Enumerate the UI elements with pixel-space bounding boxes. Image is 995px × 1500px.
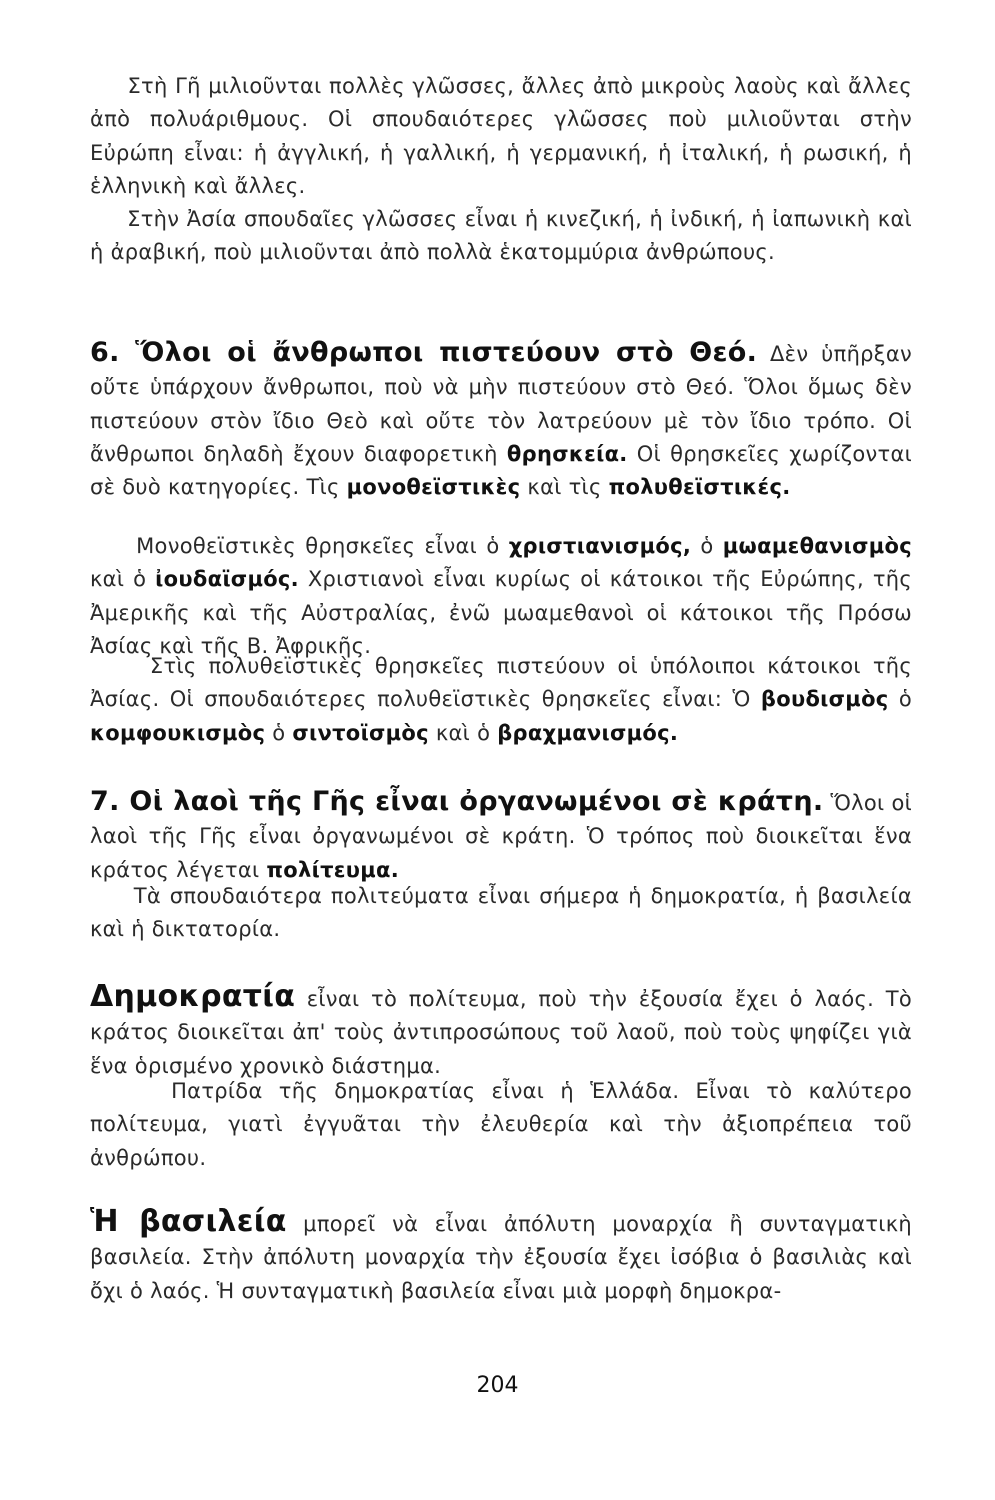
text-run: Δὲν ὑπῆρξαν οὔτε ὑπάρχουν ἄνθρωποι, ποὺ νὰ μὴν πιστεύουν στὸ Θεό. Ὅλοι ὅμως δὲν πιστεύουν στὸν ἴδιο Θεὸ καὶ οὔτε τὸν λατρεύουν μὲ τὸν ἴδιο τρόπο. Οἱ ἄνθρωποι δηλαδὴ ἔχουν διαφορετικὴ xyxy=(90,342,912,466)
paragraph-monotheistic xyxy=(90,530,912,663)
text-run: Οἱ θρησκεῖες χωρίζονται σὲ δυὸ κατηγορίες. Τὶς xyxy=(90,441,913,500)
bold-term: κομφουκισμὸς xyxy=(90,720,266,745)
bold-term: πολίτευμα. xyxy=(266,857,400,882)
paragraph-monarchy xyxy=(90,1205,912,1308)
bold-term: μονοθεϊστικὲς xyxy=(346,475,521,500)
section-heading: 6. Ὅλοι οἱ ἄνθρωποι πιστεύουν στὸ Θεό. xyxy=(90,337,758,368)
text-run: ὁ xyxy=(265,720,293,745)
section-6-religion xyxy=(90,336,912,504)
text-run: Μονοθεϊστικὲς θρησκεῖες εἶναι ὁ xyxy=(90,534,509,558)
paragraph-languages-asia xyxy=(90,203,912,270)
page-number: 204 xyxy=(476,1373,519,1398)
text-run: Στὴν Ἀσία σπουδαῖες γλῶσσες εἶναι ἡ κινεζική, ἡ ἰνδική, ἡ ἰαπωνικὴ καὶ ἡ ἀραβική, ποὺ μιλιοῦνται ἀπὸ πολλὰ ἑκατομμύρια ἀνθρώπους. xyxy=(90,207,912,265)
bold-term: ἰουδαϊσμός. xyxy=(155,567,299,592)
text-run: ὁ xyxy=(691,534,723,558)
bold-term: χριστιανισμός, xyxy=(508,534,692,558)
bold-term: βραχμανισμός. xyxy=(497,720,679,745)
bold-term: θρησκεία. xyxy=(506,441,628,466)
text-run: εἶναι τὸ πολίτευμα, ποὺ τὴν ἐξουσία ἔχει ὁ λαός. Τὸ κράτος διοικεῖται ἀπ' τοὺς ἀντιπροσώπους τοῦ λαοῦ, ποὺ τοὺς ψηφίζει γιὰ ἕνα ὁρισμένο χρονικὸ διάστημα. xyxy=(90,987,912,1078)
text-run: Ὅλοι οἱ λαοὶ τῆς Γῆς εἶναι ὀργανωμένοι σὲ κράτη. Ὁ τρόπος ποὺ διοικεῖται ἕνα κράτος λέγεται xyxy=(90,791,912,882)
paragraph-democracy xyxy=(90,980,912,1083)
paragraph-polytheistic xyxy=(90,650,912,750)
text-run: Στὶς πολυθεϊστικὲς θρησκεῖες πιστεύουν οἱ ὑπόλοιποι κάτοικοι τῆς Ἀσίας. Οἱ σπουδαιότερες πολυθεϊστικὲς θρησκεῖες εἶναι: Ὁ xyxy=(90,654,912,712)
text-run: καὶ ὁ xyxy=(428,720,498,745)
bold-term: σιντοϊσμὸς xyxy=(292,720,429,745)
text-run: Πατρίδα τῆς δημοκρατίας εἶναι ἡ Ἑλλάδα. Εἶναι τὸ καλύτερο πολίτευμα, γιατὶ ἐγγυᾶται τὴν ἐλευθερία καὶ τὴν ἀξιοπρέπεια τοῦ ἀνθρώπου. xyxy=(90,1079,912,1170)
section-heading: 7. Οἱ λαοὶ τῆς Γῆς εἶναι ὀργανωμένοι σὲ κράτη. xyxy=(90,786,824,817)
term-heading: Ἡ βασιλεία xyxy=(90,1204,287,1239)
bold-term: βουδισμὸς xyxy=(760,687,889,712)
text-run: Χριστιανοὶ εἶναι κυρίως οἱ κάτοικοι τῆς Εὐρώπης, τῆς Ἀμερικῆς καὶ τῆς Αὐστραλίας, ἐνῶ μωαμεθανοὶ οἱ κάτοικοι τῆς Πρόσω Ἀσίας καὶ τῆς Β. Ἀφρικῆς. xyxy=(90,567,912,658)
text-run: καὶ ὁ xyxy=(90,567,156,592)
text-run: Τὰ σπουδαιότερα πολιτεύματα εἶναι σήμερα ἡ δημοκρατία, ἡ βασιλεία καὶ ἡ δικτατορία. xyxy=(90,884,912,942)
text-run: καὶ τὶς xyxy=(520,475,609,500)
term-heading: Δημοκρατία xyxy=(90,979,296,1014)
text-run: ὁ xyxy=(888,687,913,712)
paragraph-languages-world xyxy=(90,70,912,203)
text-run: Στὴ Γῆ μιλιοῦνται πολλὲς γλῶσσες, ἄλλες ἀπὸ μικροὺς λαοὺς καὶ ἄλλες ἀπὸ πολυάριθμους. Οἱ σπουδαιότερες γλῶσσες ποὺ μιλιοῦνται στὴν Εὐρώπη εἶναι: ἡ ἀγγλική, ἡ γαλλική, ἡ γερμανική, ἡ ἰταλική, ἡ ρωσική, ἡ ἑλληνικὴ καὶ ἄλλες. xyxy=(90,74,912,198)
paragraph-democracy-homeland xyxy=(90,1075,912,1175)
section-7-states xyxy=(90,785,912,887)
bold-term: πολυθεϊστικές. xyxy=(608,475,791,500)
text-run: μπορεῖ νὰ εἶναι ἀπόλυτη μοναρχία ἢ συνταγματικὴ βασιλεία. Στὴν ἀπόλυτη μοναρχία τὴν ἐξουσία ἔχει ἰσόβια ὁ βασιλιὰς καὶ ὄχι ὁ λαός. Ἡ συνταγματικὴ βασιλεία εἶναι μιὰ μορφὴ δημοκρα- xyxy=(90,1212,912,1303)
bold-term: μωαμεθανισμὸς xyxy=(722,534,912,558)
paragraph-regimes xyxy=(90,880,912,947)
